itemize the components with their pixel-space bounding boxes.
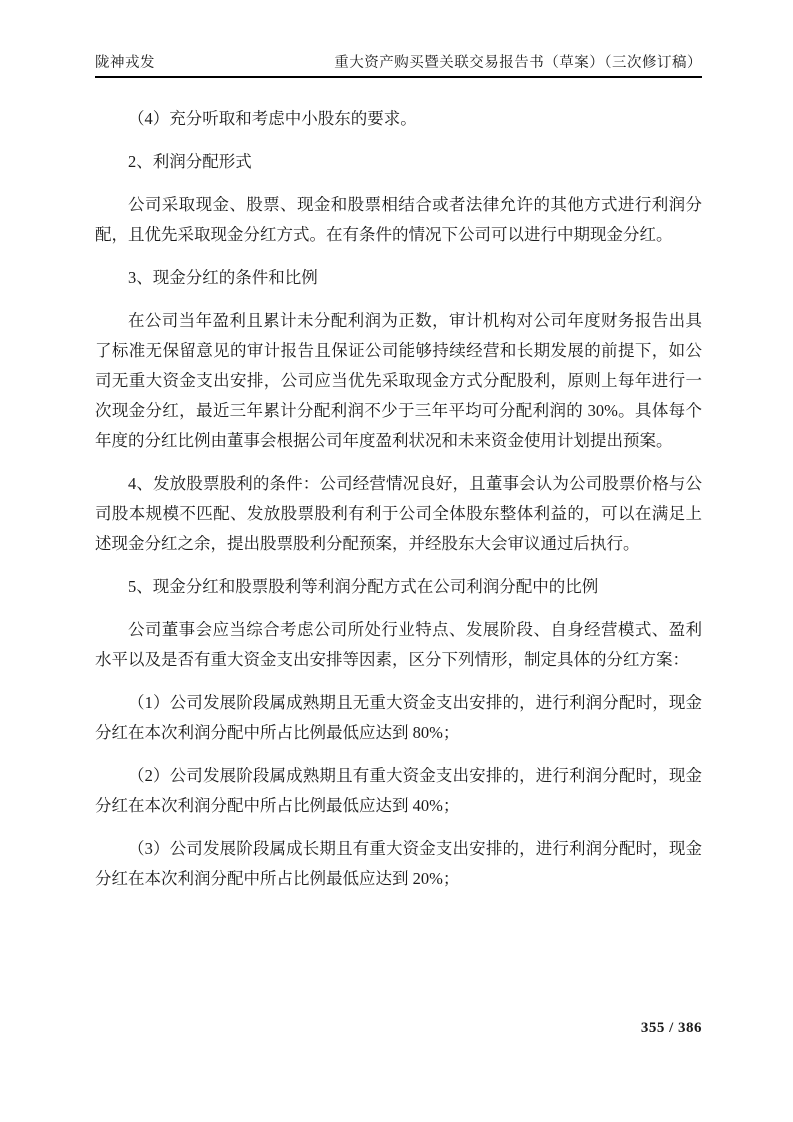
header-company-name: 陇神戎发 xyxy=(95,55,155,71)
header-document-title: 重大资产购买暨关联交易报告书（草案）（三次修订稿） xyxy=(334,55,702,71)
paragraph-profit-distribution-form: 公司采取现金、股票、现金和股票相结合或者法律允许的其他方式进行利润分配，且优先采取现金分红方式。在有条件的情况下公司可以进行中期现金分红。 xyxy=(95,195,702,244)
section-heading-5: 5、现金分红和股票股利等利润分配方式在公司利润分配中的比例 xyxy=(128,577,599,596)
section-heading-3: 3、现金分红的条件和比例 xyxy=(128,268,318,287)
content-area xyxy=(95,0,702,907)
paragraph-case-3-growth-with-spending: （3）公司发展阶段属成长期且有重大资金支出安排的，进行利润分配时，现金分红在本次利润分配中所占比例最低应达到 20%； xyxy=(95,839,702,888)
document-body xyxy=(95,104,702,894)
paragraph-case-2-mature-with-spending: （2）公司发展阶段属成熟期且有重大资金支出安排的，进行利润分配时，现金分红在本次利润分配中所占比例最低应达到 40%； xyxy=(95,766,702,815)
section-heading-2: 2、利润分配形式 xyxy=(128,152,252,171)
paragraph-list-item-4: （4）充分听取和考虑中小股东的要求。 xyxy=(128,109,417,128)
page-footer xyxy=(641,1020,702,1037)
paragraph-cash-dividend-conditions: 在公司当年盈利且累计未分配利润为正数，审计机构对公司年度财务报告出具了标准无保留意见的审计报告且保证公司能够持续经营和长期发展的前提下，如公司无重大资金支出安排，公司应当优先采取现金方式分配股利，原则上每年进行一次现金分红，最近三年累计分配利润不少于三年平均可分配利润的 30%。具体每个年度的分红比例由董事会根据公司年度盈利状况和未来资金使用计划提出预案。 xyxy=(95,311,702,450)
paragraph-case-1-mature-no-spending: （1）公司发展阶段属成熟期且无重大资金支出安排的，进行利润分配时，现金分红在本次利润分配中所占比例最低应达到 80%； xyxy=(95,693,702,742)
page-number: 355 / 386 xyxy=(640,1020,702,1036)
paragraph-board-considerations: 公司董事会应当综合考虑公司所处行业特点、发展阶段、自身经营模式、盈利水平以及是否有重大资金支出安排等因素，区分下列情形，制定具体的分红方案： xyxy=(95,620,702,669)
page-header xyxy=(95,51,702,78)
paragraph-stock-dividend-conditions: 4、发放股票股利的条件：公司经营情况良好，且董事会认为公司股票价格与公司股本规模不匹配、发放股票股利有利于公司全体股东整体利益的，可以在满足上述现金分红之余，提出股票股利分配预案，并经股东大会审议通过后执行。 xyxy=(95,474,702,553)
